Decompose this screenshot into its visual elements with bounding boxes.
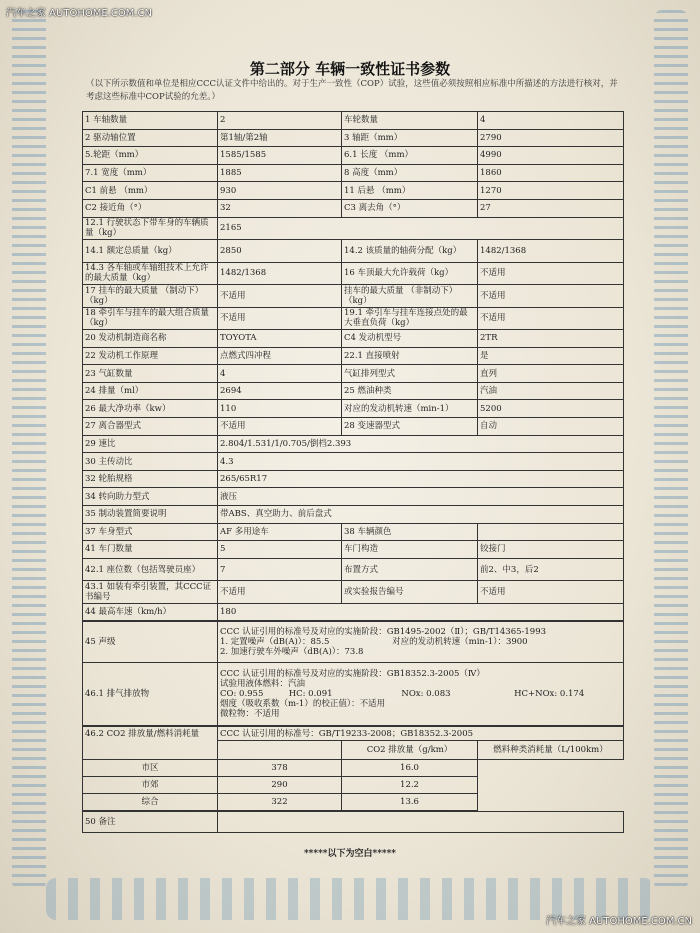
param-value: 4990 bbox=[478, 147, 624, 165]
param-value: 27 bbox=[478, 199, 624, 217]
noise-standard: CCC 认证引用的标准号及对应的实施阶段：GB1495-2002（Ⅱ）；GB/T14365-1993 bbox=[220, 627, 547, 638]
co2-value: 378 bbox=[218, 760, 342, 777]
emission-hc: HC: 0.091 bbox=[288, 689, 333, 700]
param-value: 1482/1368 bbox=[478, 240, 624, 263]
watermark-bottom: 汽车之家 AUTOHOME.COM.CN bbox=[546, 916, 692, 927]
table-row bbox=[83, 541, 624, 559]
fuel-value: 12.2 bbox=[342, 777, 478, 794]
parameter-table bbox=[82, 111, 623, 833]
table-row bbox=[83, 240, 624, 263]
param-label: 34 转向助力型式 bbox=[83, 488, 218, 506]
param-value: 2790 bbox=[478, 129, 624, 147]
emission-row bbox=[83, 663, 624, 726]
param-label: 28 变速器型式 bbox=[342, 418, 478, 436]
co2-data-row bbox=[83, 794, 624, 811]
noise-stationary: 1. 定置噪声（dB(A)）：85.5 bbox=[220, 637, 330, 648]
table-row bbox=[83, 470, 624, 488]
param-value: 液压 bbox=[218, 488, 624, 506]
param-label: 14.1 额定总质量（kg） bbox=[83, 240, 218, 263]
table-row bbox=[83, 453, 624, 471]
table-row bbox=[83, 147, 624, 165]
remarks-row bbox=[83, 812, 624, 833]
param-value: 带ABS、真空助力、前后盘式 bbox=[218, 506, 624, 524]
param-label: 27 离合器型式 bbox=[83, 418, 218, 436]
param-value: 110 bbox=[218, 400, 342, 418]
param-value: 不适用 bbox=[478, 285, 624, 308]
noise-stationary-line bbox=[220, 637, 621, 647]
noise-acceleration: 2. 加速行驶车外噪声（dB(A)）：73.8 bbox=[220, 647, 364, 658]
param-label: 对应的发动机转速（min-1） bbox=[342, 400, 478, 418]
param-label: 7.1 宽度（mm） bbox=[83, 164, 218, 182]
table-row bbox=[83, 199, 624, 217]
param-value: 不适用 bbox=[478, 262, 624, 285]
param-value: 汽油 bbox=[478, 382, 624, 400]
param-value: 180 bbox=[218, 603, 624, 621]
param-label: 17 挂车的最大质量 （制动下）（kg） bbox=[83, 285, 218, 308]
table-row bbox=[83, 365, 624, 383]
param-value: 第1轴/第2轴 bbox=[218, 129, 342, 147]
emission-co: CO: 0.955 bbox=[220, 689, 264, 700]
noise-label: 45 声级 bbox=[83, 622, 218, 663]
param-label: 8 高度（mm） bbox=[342, 164, 478, 182]
param-label: 30 主传动比 bbox=[83, 453, 218, 471]
emission-hcnox: HC+NOx: 0.174 bbox=[514, 689, 585, 700]
param-label: 14.3 各车轴或车轴组技术上允许的最大质量（kg） bbox=[83, 262, 218, 285]
param-value: 2694 bbox=[218, 382, 342, 400]
param-value: 32 bbox=[218, 199, 342, 217]
blank-below-marker: *****以下为空白***** bbox=[303, 849, 397, 859]
intro-note: （以下所示数值和单位是相应CCC认证文件中给出的。对于生产一致性（COP）试验，这些值必须按照相应标准中所描述的方法进行核对，并考虑这些标准中COP试验的允差。） bbox=[86, 79, 618, 102]
emission-smoke: 烟度（吸收系数（m-1）的校正值）：不适用 bbox=[220, 699, 386, 710]
param-label: 11 后悬 （mm） bbox=[342, 182, 478, 200]
table-row bbox=[83, 330, 624, 348]
param-value: 2 bbox=[218, 112, 342, 130]
param-label: 41 车门数量 bbox=[83, 541, 218, 559]
co2-value: 322 bbox=[218, 794, 342, 811]
param-label: 32 轮胎规格 bbox=[83, 470, 218, 488]
co2-cycle-name: 市区 bbox=[83, 760, 218, 777]
decorative-border-left bbox=[12, 10, 46, 890]
param-value: 1585/1585 bbox=[218, 147, 342, 165]
fuel-value: 13.6 bbox=[342, 794, 478, 811]
param-label: 挂车的最大质量 （非制动下）（kg） bbox=[342, 285, 478, 308]
param-label: 24 排量（ml） bbox=[83, 382, 218, 400]
param-label: 44 最高车速（km/h） bbox=[83, 603, 218, 621]
noise-row bbox=[83, 622, 624, 663]
remarks-value bbox=[218, 812, 624, 833]
param-value: 7 bbox=[218, 558, 342, 581]
decorative-border-right bbox=[654, 10, 688, 890]
param-label: 43.1 如装有牵引装置，其CCC证书编号 bbox=[83, 581, 218, 604]
co2-data-row bbox=[83, 760, 624, 777]
table-row bbox=[83, 558, 624, 581]
param-value: 2TR bbox=[478, 330, 624, 348]
noise-values bbox=[218, 622, 624, 663]
param-label: 1 车轴数量 bbox=[83, 112, 218, 130]
param-value: 自动 bbox=[478, 418, 624, 436]
param-value: 不适用 bbox=[218, 418, 342, 436]
emission-pollutants bbox=[220, 689, 621, 699]
table-row bbox=[83, 129, 624, 147]
co2-standard-row bbox=[83, 727, 624, 741]
param-value: 直列 bbox=[478, 365, 624, 383]
param-value: 265/65R17 bbox=[218, 470, 624, 488]
param-label: 22.1 直接喷射 bbox=[342, 347, 478, 365]
emission-label: 46.1 排气排放物 bbox=[83, 663, 218, 726]
param-value: 2165 bbox=[218, 217, 624, 240]
param-label: 38 车辆颜色 bbox=[342, 523, 478, 541]
co2-cycle-name: 市郊 bbox=[83, 777, 218, 794]
table-row bbox=[83, 581, 624, 604]
param-value: 2.804/1.531/1/0.705/倒档2.393 bbox=[218, 435, 624, 453]
co2-data-row bbox=[83, 777, 624, 794]
table-row bbox=[83, 285, 624, 308]
table-row bbox=[83, 523, 624, 541]
table-row bbox=[83, 112, 624, 130]
param-value: 不适用 bbox=[478, 581, 624, 604]
param-label: 23 气缸数量 bbox=[83, 365, 218, 383]
table-row bbox=[83, 164, 624, 182]
param-value: 4 bbox=[478, 112, 624, 130]
param-label: 车门构造 bbox=[342, 541, 478, 559]
fuel-value: 16.0 bbox=[342, 760, 478, 777]
page-title: 第二部分 车辆一致性证书参数 bbox=[249, 60, 451, 78]
param-value: 前2、中3，后2 bbox=[478, 558, 624, 581]
param-value: TOYOTA bbox=[218, 330, 342, 348]
param-label: 35 制动装置简要说明 bbox=[83, 506, 218, 524]
param-value: 5 bbox=[218, 541, 342, 559]
param-label: 18 牵引车与挂车的最大组合质量（kg） bbox=[83, 307, 218, 330]
param-label: 或实验报告编号 bbox=[342, 581, 478, 604]
param-value: 5200 bbox=[478, 400, 624, 418]
param-label: 5.轮距（mm） bbox=[83, 147, 218, 165]
param-value bbox=[478, 523, 624, 541]
table-row bbox=[83, 400, 624, 418]
param-label: 26 最大净功率（kw） bbox=[83, 400, 218, 418]
param-label: 19.1 牵引车与挂车连接点处的最大垂直负荷（kg） bbox=[342, 307, 478, 330]
param-value: 不适用 bbox=[218, 285, 342, 308]
remarks-label: 50 备注 bbox=[83, 812, 218, 833]
param-value: 1482/1368 bbox=[218, 262, 342, 285]
param-label: 14.2 该质量的轴荷分配（kg） bbox=[342, 240, 478, 263]
param-value: 1270 bbox=[478, 182, 624, 200]
co2-label: 46.2 CO2 排放量/燃料消耗量 bbox=[83, 727, 218, 760]
param-label: 22 发动机工作原理 bbox=[83, 347, 218, 365]
param-label: 20 发动机制造商名称 bbox=[83, 330, 218, 348]
table-row bbox=[83, 382, 624, 400]
param-value: 点燃式四冲程 bbox=[218, 347, 342, 365]
param-value: 1885 bbox=[218, 164, 342, 182]
param-label: 气缸排列型式 bbox=[342, 365, 478, 383]
table-row bbox=[83, 217, 624, 240]
param-value: AF 多用途车 bbox=[218, 523, 342, 541]
emission-nox: NOx: 0.083 bbox=[401, 689, 451, 700]
co2-blank-header bbox=[218, 741, 342, 760]
table-row bbox=[83, 307, 624, 330]
param-label: 16 车顶最大允许载荷（kg） bbox=[342, 262, 478, 285]
param-label: 布置方式 bbox=[342, 558, 478, 581]
param-label: 6.1 长度 （mm） bbox=[342, 147, 478, 165]
table-row bbox=[83, 347, 624, 365]
table-row bbox=[83, 435, 624, 453]
param-label: C3 离去角（°） bbox=[342, 199, 478, 217]
noise-engine-speed: 对应的发动机转速（min-1）：3900 bbox=[392, 637, 528, 648]
watermark-top: 汽车之家 AUTOHOME.COM.CN bbox=[6, 8, 152, 19]
param-value: 930 bbox=[218, 182, 342, 200]
table-row bbox=[83, 418, 624, 436]
param-label: 2 驱动轴位置 bbox=[83, 129, 218, 147]
co2-cycle-name: 综合 bbox=[83, 794, 218, 811]
table-row bbox=[83, 182, 624, 200]
param-label: 25 燃油种类 bbox=[342, 382, 478, 400]
param-value: 4 bbox=[218, 365, 342, 383]
param-label: C4 发动机型号 bbox=[342, 330, 478, 348]
param-label: 车轮数量 bbox=[342, 112, 478, 130]
table-row bbox=[83, 262, 624, 285]
param-value: 不适用 bbox=[218, 307, 342, 330]
param-value: 2850 bbox=[218, 240, 342, 263]
table-row bbox=[83, 506, 624, 524]
emission-fuel: 试验用液体燃料：汽油 bbox=[220, 679, 306, 690]
param-label: 29 速比 bbox=[83, 435, 218, 453]
param-value: 不适用 bbox=[478, 307, 624, 330]
param-value: 是 bbox=[478, 347, 624, 365]
param-value: 不适用 bbox=[218, 581, 342, 604]
param-label: 37 车身型式 bbox=[83, 523, 218, 541]
fuel-col-header: 燃料种类消耗量（L/100km） bbox=[478, 741, 624, 760]
param-label: 42.1 座位数（包括驾驶员座） bbox=[83, 558, 218, 581]
param-value: 4.3 bbox=[218, 453, 624, 471]
param-value: 1860 bbox=[478, 164, 624, 182]
co2-value: 290 bbox=[218, 777, 342, 794]
emission-values bbox=[218, 663, 624, 726]
table-row bbox=[83, 488, 624, 506]
param-label: C2 接近角（°） bbox=[83, 199, 218, 217]
co2-standard: CCC 认证引用的标准号：GB/T19233-2008；GB18352.3-2005 bbox=[218, 727, 624, 741]
param-label: C1 前悬 （mm） bbox=[83, 182, 218, 200]
param-label: 3 轴距（mm） bbox=[342, 129, 478, 147]
co2-col-header: CO2 排放量（g/km） bbox=[342, 741, 478, 760]
param-label: 12.1 行驶状态下带车身的车辆质量（kg） bbox=[83, 217, 218, 240]
emission-standard: CCC 认证引用的标准号及对应的实施阶段：GB18352.3-2005（Ⅳ） bbox=[220, 669, 485, 680]
emission-particulate: 微粒物：不适用 bbox=[220, 709, 280, 720]
param-value: 铰接门 bbox=[478, 541, 624, 559]
table-row bbox=[83, 603, 624, 621]
